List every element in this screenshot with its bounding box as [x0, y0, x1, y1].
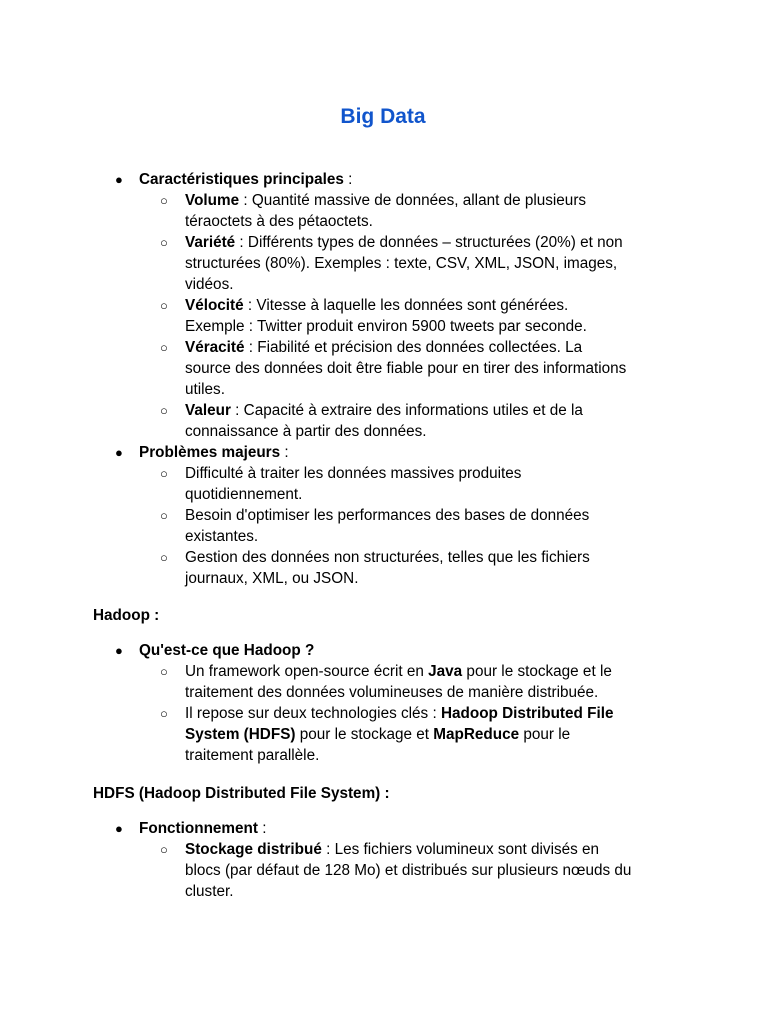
text-line: téraoctets à des pétaoctets. [185, 213, 373, 230]
bullet-filled: ● [115, 643, 123, 658]
term-volume: Volume [185, 192, 240, 209]
sub-item-repose [185, 703, 613, 724]
text-run: pour le stockage et le [462, 663, 612, 680]
list-item-question [139, 640, 314, 661]
list-item-caracteristiques [139, 169, 352, 190]
sub-item-variete [185, 232, 623, 253]
bullet-filled: ● [115, 445, 123, 460]
text-line: blocs (par défaut de 128 Mo) et distribués sur plusieurs nœuds du [185, 862, 632, 879]
section-heading-hadoop: Hadoop : [93, 607, 160, 624]
separator: : [257, 820, 267, 837]
text-line: quotidiennement. [185, 486, 303, 503]
text-run: : Les fichiers volumineux sont divisés en [321, 841, 600, 858]
text-line: vidéos. [185, 276, 234, 293]
bullet-hollow: ○ [160, 664, 168, 679]
term-fonctionnement: Fonctionnement [139, 820, 258, 837]
sub-item-valeur [185, 400, 583, 421]
term-valeur: Valeur [185, 402, 231, 419]
term-velocite: Vélocité [185, 297, 244, 314]
term-question: Qu'est-ce que Hadoop ? [139, 642, 315, 659]
sub-item-stockage [185, 839, 599, 860]
bullet-hollow: ○ [160, 508, 168, 523]
text-run: Il repose sur deux technologies clés : [185, 705, 441, 722]
sub-item-probleme: Besoin d'optimiser les performances des bases de données [185, 507, 590, 524]
bullet-hollow: ○ [160, 403, 168, 418]
text-line [185, 724, 570, 745]
text-line: connaissance à partir des données. [185, 423, 427, 440]
sub-item-probleme: Gestion des données non structurées, telles que les fichiers [185, 549, 590, 566]
sub-item-velocite [185, 295, 568, 316]
term-stockage: Stockage distribué [185, 841, 322, 858]
bullet-hollow: ○ [160, 298, 168, 313]
term-hdfs-cont: System (HDFS) [185, 726, 296, 743]
section-heading-hdfs: HDFS (Hadoop Distributed File System) : [93, 785, 390, 802]
term-veracite: Véracité [185, 339, 245, 356]
separator: : [280, 444, 289, 461]
list-item-problemes [139, 442, 289, 463]
text-line: : Quantité massive de données, allant de plusieurs [239, 192, 587, 209]
text-run: pour le stockage et [295, 726, 434, 743]
term-caracteristiques: Caractéristiques principales [139, 171, 344, 188]
text-line: Exemple : Twitter produit environ 5900 tweets par seconde. [185, 318, 587, 335]
text-line: : Vitesse à laquelle les données sont générées. [243, 297, 569, 314]
sub-item-veracite [185, 337, 582, 358]
bullet-hollow: ○ [160, 193, 168, 208]
separator: : [343, 171, 353, 188]
bullet-filled: ● [115, 172, 123, 187]
text-line: utiles. [185, 381, 225, 398]
page-title: Big Data [340, 105, 426, 128]
bullet-hollow: ○ [160, 466, 168, 481]
sub-item-framework [185, 661, 612, 682]
text-line: journaux, XML, ou JSON. [185, 570, 359, 587]
text-line: : Fiabilité et précision des données collectées. La [244, 339, 583, 356]
term-problemes: Problèmes majeurs [139, 444, 281, 461]
term-variete: Variété [185, 234, 236, 251]
text-line: cluster. [185, 883, 234, 900]
text-line: traitement des données volumineuses de manière distribuée. [185, 684, 599, 701]
term-hdfs: Hadoop Distributed File [440, 705, 614, 722]
text-line: existantes. [185, 528, 259, 545]
text-line: source des données doit être fiable pour en tirer des informations [185, 360, 627, 377]
text-line: : Différents types de données – structurées (20%) et non [235, 234, 623, 251]
bullet-hollow: ○ [160, 842, 168, 857]
bullet-filled: ● [115, 821, 123, 836]
text-line: traitement parallèle. [185, 747, 320, 764]
sub-item-probleme: Difficulté à traiter les données massives produites [185, 465, 522, 482]
text-run: pour le [519, 726, 571, 743]
text-line: : Capacité à extraire des informations utiles et de la [230, 402, 583, 419]
bullet-hollow: ○ [160, 550, 168, 565]
list-item-fonctionnement [139, 818, 266, 839]
sub-item-volume [185, 190, 586, 211]
bullet-hollow: ○ [160, 706, 168, 721]
text-run: Un framework open-source écrit en [185, 663, 429, 680]
bullet-hollow: ○ [160, 340, 168, 355]
term-mapreduce: MapReduce [433, 726, 520, 743]
term-java: Java [428, 663, 463, 680]
text-line: structurées (80%). Exemples : texte, CSV, XML, JSON, images, [185, 255, 618, 272]
bullet-hollow: ○ [160, 235, 168, 250]
